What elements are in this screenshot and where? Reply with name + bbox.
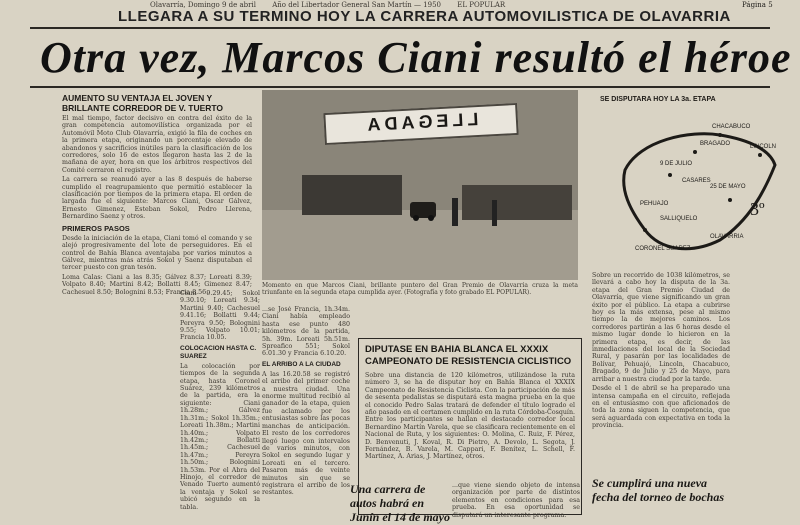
map-town (718, 133, 722, 137)
dateline-date: Olavarría, Domingo 9 de abril (150, 1, 256, 9)
photo-road (262, 210, 578, 280)
junin-text: ...que viene siendo objeto de intensa organización por parte de distintos elementos en condiciones para esa prueba. En esa oportunidad se disputará un interesante programa. (452, 482, 580, 519)
center-paragraph: ...se José Francia, 1h.34m. Ciani había empleado hasta ese punto 480 kilómetros de la partida, 5h. 39m. Loreati 5h.51m. Spreafico 551; Sokol 6.01.30 y Francia 6.10.20. (262, 306, 350, 358)
map-title-box (600, 92, 800, 108)
photo-crowd-right (462, 185, 572, 220)
times-paragraph: La colocación por tiempos de la segunda etapa, hasta Coronel Suárez, 239 kilómetros de la partida, era la siguiente: Ciani 1h.28m.; Gálvez 1h.31m.; Sokol 1h.35m.; Loreati 1h.38m.; Martini 1h.40m.; Volpato 1h.42m.; Bollatti 1h.45m.; Cachesuel 1h.47m.; Pereyra 1h.50m.; Bolognini 1h.53m. Por el Abra del Hinojo, el corredor de Venado Tuerto aumentó la ventaja y Sokol se ubicó segundo en la tabla. (180, 362, 260, 511)
left-paragraph: Loma Calas: Ciani a las 8.35; Gálvez 8.37; Loreati 8.39; Volpato 8.40; Martini 8.42; Bollatti 8.45; Gimenez 8.47; Cachesuel 8.50; Bolognini 8.53; Francia 8.56. (62, 273, 252, 296)
left-subhead: AUMENTO SU VENTAJA EL JOVEN Y BRILLANTE CORREDOR DE V. TUERTO (62, 93, 224, 113)
route-map-svg (600, 110, 800, 270)
map-label: 25 DE MAYO (710, 184, 746, 190)
route-line (624, 134, 775, 249)
map-town (758, 153, 762, 157)
photo-caption-text: Momento en que Marcos Ciani, brillante puntero del Gran Premio de Olavarría cruza la meta triunfante en la segunda etapa cumplida ayer. (Fotografía y foto grabado EL POPULAR). (262, 282, 578, 296)
page-number: Página 5 (742, 1, 773, 9)
map-label: PEHUAJO (640, 201, 669, 207)
left-paragraph: Desde la iniciación de la etapa, Ciani tomó el comando y se alejó progresivamente del lote de perseguidores. En el control de Bahía Blanca aventajaba por varios minutos a Gálvez, mientras más atrás Sokol y Saenz disputaban el tercer puesto con gran tesón. (62, 234, 252, 272)
left-section-title: PRIMEROS PASOS (62, 223, 130, 233)
photo-caption (262, 282, 578, 302)
junin-headline: Una carrera de autos habrá en Junín el 14 de mayo (350, 482, 450, 524)
map-label: OLAVARRIA (710, 234, 744, 240)
photo-wheel (413, 215, 419, 221)
cycling-text: Sobre una distancia de 120 kilómetros, utilizándose la ruta número 3, se ha de disputar hoy en Bahía Blanca el XXXIX Campeonato de Resistencia Ciclista. Con la participación de más de sesenta pedalistas se disputará esta magna prueba en la que el conocido Pedro Salas tratará de defender el título logrado el año pasado en el certamen cumplido en la ruta Córdoba-Cosquín. Entre los participantes se hallan el destacado corredor local Bernardino Martín Varela, que se clasificara recientemente en el Nacional de Ruta, y los siguientes: O. Molina, C. Ruiz, F. Pérez, D. Benvenuti, J. Koval, R. Di Pietro, A. Devolo, L. Segota, J. Fernández, B. Varela, M. Cappari, F. Benítez, L. Schell, F. Martínez, A. Arias, J. Martínez, otros. (365, 372, 575, 461)
route-map (600, 110, 800, 270)
map-town (668, 173, 672, 177)
right-article (592, 272, 730, 472)
map-town (643, 228, 647, 232)
map-town (728, 198, 732, 202)
bochas-headline: Se cumplirá una nueva fecha del torneo de bochas (592, 476, 724, 504)
photo-person (452, 198, 458, 226)
map-stage-number: 3º (750, 199, 765, 219)
map-label: 9 DE JULIO (660, 161, 693, 167)
center-section-title: EL ARRIBO A LA CIUDAD (262, 360, 341, 368)
dateline-year: Año del Libertador General San Martín — 1950 (272, 1, 442, 9)
times-section-title: COLOCACION HASTA C. SUAREZ (180, 344, 257, 360)
divider-rule (30, 27, 770, 29)
times-text: Ciani 9.29.45; Sokol 9.30.10; Loreati 9.34; Martini 9.40; Cachesuel 9.41.16; Bollatti 9.44; Pereyra 9.50; Bolognini 9.55; Volpato 10.01; Francia 10.05. (180, 290, 260, 342)
photo-person (492, 200, 497, 226)
map-title: SE DISPUTARA HOY LA 3a. ETAPA (600, 96, 716, 103)
center-article (262, 306, 350, 520)
map-label: SALLIQUELO (660, 216, 698, 222)
map-town (693, 150, 697, 154)
bottom-left-article (350, 482, 450, 524)
map-label: CORONEL SUAREZ (635, 246, 691, 252)
right-paragraph: Desde el 1 de abril se ha preparado una intensa campaña en el circuito, reflejada en el entusiasmo con que aficionados de toda la zona siguen la competencia, que será aguardada con expectativa en toda la provincia. (592, 385, 730, 430)
map-label: LINCOLN (750, 144, 777, 150)
race-finish-photo (262, 90, 578, 280)
bottom-right-article (592, 476, 730, 524)
left-paragraph: El mal tiempo, factor decisivo en contra del éxito de la gran competencia automovilística organizada por el Automóvil Moto Club Olavarría, exigió la fila de coches en la primera etapa, originando un porcentaje elevado de abandonos y sacrificios inútiles para la clasificación de los corredores, solo 16 de estos llegaron hasta las 2 de la mañana de ayer, hora en que los árbitros respectivos del Comité cerraron el registro. (62, 115, 252, 174)
kicker-headline: LLEGARA A SU TERMINO HOY LA CARRERA AUTOMOVILISTICA DE OLAVARRIA (118, 8, 731, 25)
times-column (180, 290, 260, 520)
map-label: CASARES (682, 178, 711, 184)
divider-rule (30, 86, 770, 88)
cycling-headline: DIPUTASE EN BAHIA BLANCA EL XXXIX CAMPEONATO DE RESISTENCIA CICLISTICO (365, 344, 572, 367)
dateline-paper: EL POPULAR (457, 1, 506, 9)
finish-banner-text: LLEGADA (362, 109, 479, 135)
photo-crowd-left (302, 175, 402, 215)
map-label: CHACABUCO (712, 124, 751, 130)
bottom-left-text (452, 482, 580, 524)
photo-wheel (428, 215, 434, 221)
left-paragraph: La carrera se reanudó ayer a las 8 después de haberse cumplido el reagrupamiento que permitió establecer la clasificación por tiempos de la primera etapa. El orden de largada fue el siguiente: Marcos Ciani, Oscar Gálvez, Ernesto Gimenez, Esteban Sokol, Pedro Llerena, Bernardino Saenz y otros. (62, 176, 252, 221)
center-paragraph: A las 16.20.58 se registró el arribo del primer coche a nuestra ciudad. Una enorme multitud recibió al ganador de la etapa, quien fue aclamado por los entusiastas sobre las pocas manchas de anticipación. El resto de los corredores llegó luego con intervalos de varios minutos, con Sokol en segundo lugar y Loreati en el tercero. Pasaron más de veinte minutos sin que se registrara el arribo de los restantes. (262, 370, 350, 497)
right-paragraph: Sobre un recorrido de 1038 kilómetros, se llevará a cabo hoy la disputa de la 3a. etapa del Gran Premio Ciudad de Olavarría, que viene significando un gran éxito por el público. La etapa a cubrirse hoy es la más extensa, pese al mismo tiempo la de mejores caminos. Los corredores partirán a las 6 horas desde el mismo lugar donde lo hicieron en la primera etapa, es decir, de las inmediaciones del local de la Sociedad Rural, y pasarán por las localidades de Bolívar, Pehuajó, Lincoln, Chacabuco, Bragado, 9 de Julio y 25 de Mayo, para arribar a nuestra ciudad por la tarde. (592, 272, 730, 383)
map-label: BRAGADO (700, 141, 731, 147)
main-headline: Otra vez, Marcos Ciani resultó el héroe (40, 33, 792, 82)
